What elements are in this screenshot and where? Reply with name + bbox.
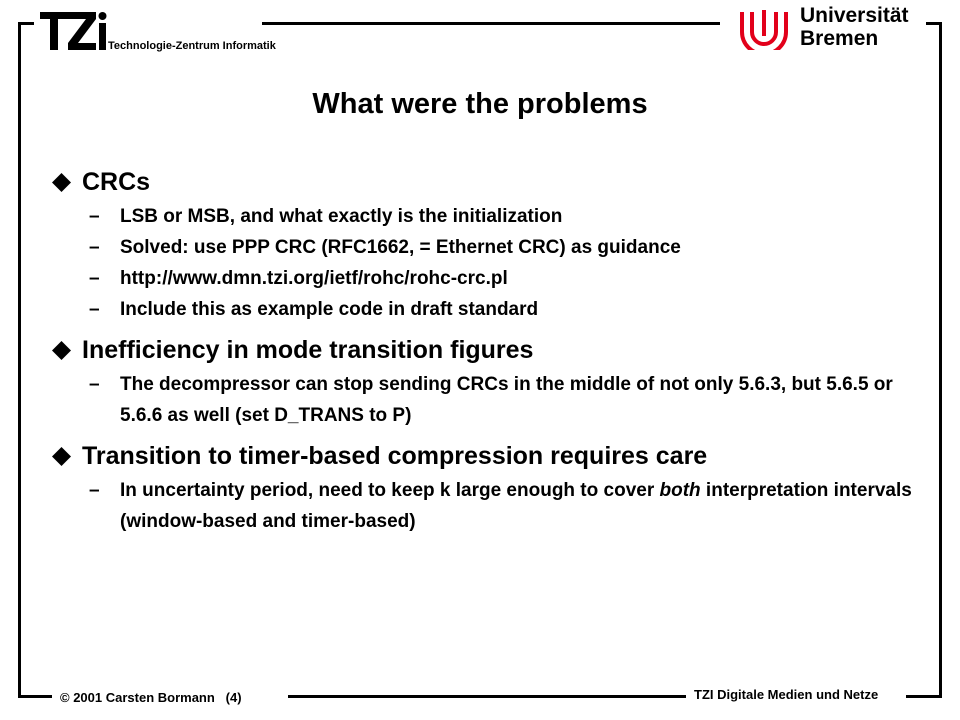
bullet-heading: CRCs — [82, 168, 151, 196]
bullet-list — [48, 165, 928, 545]
frame-bottom-right — [906, 695, 942, 698]
university-logo-text — [800, 4, 909, 50]
sub-item — [82, 475, 928, 537]
sub-item — [82, 369, 928, 431]
sub-item — [82, 294, 928, 325]
dash-icon: – — [89, 299, 100, 320]
dash-icon: – — [89, 237, 100, 258]
tzi-logo-subtitle: Technologie-Zentrum Informatik — [108, 40, 276, 52]
footer-organization: TZI Digitale Medien und Netze — [694, 687, 879, 702]
bullet-heading: Inefficiency in mode transition figures — [82, 336, 534, 364]
sub-item-text-start: In uncertainty period, need to keep k large enough to cover — [120, 480, 660, 501]
sub-item-text: The decompressor can stop sending CRCs in the middle of not only 5.6.3, but 5.6.5 or 5.6.6 as well (set D_TRANS to P) — [120, 374, 893, 426]
sub-item-link[interactable]: http://www.dmn.tzi.org/ietf/rohc/rohc-crc.pl — [120, 268, 508, 289]
sub-list — [82, 369, 928, 431]
dash-icon: – — [89, 480, 100, 501]
sub-item — [82, 263, 928, 294]
sub-item-text: Solved: use PPP CRC (RFC1662, = Ethernet CRC) as guidance — [120, 237, 681, 258]
diamond-bullet-icon — [52, 341, 71, 360]
sub-item — [82, 201, 928, 232]
tzi-logo — [38, 8, 108, 57]
diamond-bullet-icon — [52, 447, 71, 466]
diamond-bullet-icon — [52, 173, 71, 192]
sub-item-emphasis: both — [659, 480, 701, 501]
bullet-heading: Transition to timer-based compression requires care — [82, 442, 708, 470]
dash-icon: – — [89, 206, 100, 227]
university-logo-line2: Bremen — [800, 27, 879, 50]
frame-right — [939, 22, 942, 698]
frame-top-middle — [262, 22, 720, 25]
sub-list — [82, 475, 928, 537]
sub-item-text-end: interpretation intervals (window-based and timer-based) — [120, 480, 912, 532]
slide-title: What were the problems — [312, 88, 648, 120]
dash-icon: – — [89, 268, 100, 289]
university-logo-icon — [736, 6, 796, 55]
sub-list — [82, 201, 928, 325]
sub-item-text: LSB or MSB, and what exactly is the initialization — [120, 206, 563, 227]
bullet-item — [48, 165, 928, 325]
university-logo-line1: Universität — [800, 4, 909, 27]
dash-icon: – — [89, 374, 100, 395]
frame-left — [18, 22, 21, 698]
frame-bottom-middle — [288, 695, 686, 698]
footer-copyright: © 2001 Carsten Bormann (4) — [60, 690, 242, 705]
bullet-item — [48, 439, 928, 537]
frame-bottom-left — [18, 695, 52, 698]
bullet-item — [48, 333, 928, 431]
sub-item-text: Include this as example code in draft standard — [120, 299, 539, 320]
sub-item — [82, 232, 928, 263]
